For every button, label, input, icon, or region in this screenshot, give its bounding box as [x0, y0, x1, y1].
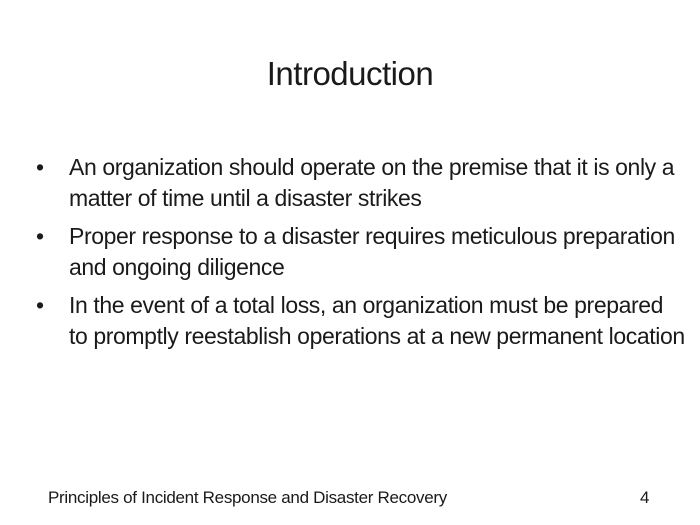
page-number: 4	[640, 488, 650, 507]
bullet-item	[36, 221, 686, 283]
slide-title: Introduction	[266, 55, 434, 92]
footer-title: Principles of Incident Response and Disaster Recovery	[48, 488, 447, 507]
bullet-icon: •	[36, 292, 44, 318]
bullet-icon: •	[36, 154, 44, 180]
bullet-item	[36, 152, 686, 214]
bullet-text: Proper response to a disaster requires meticulous preparation and ongoing diligence	[69, 223, 675, 280]
bullet-text: In the event of a total loss, an organization must be prepared to promptly reestablish operations at a new permanent location	[69, 292, 685, 349]
bullet-list	[36, 152, 686, 359]
bullet-icon: •	[36, 223, 44, 249]
bullet-item	[36, 290, 686, 352]
bullet-text: An organization should operate on the premise that it is only a matter of time until a disaster strikes	[69, 154, 675, 211]
